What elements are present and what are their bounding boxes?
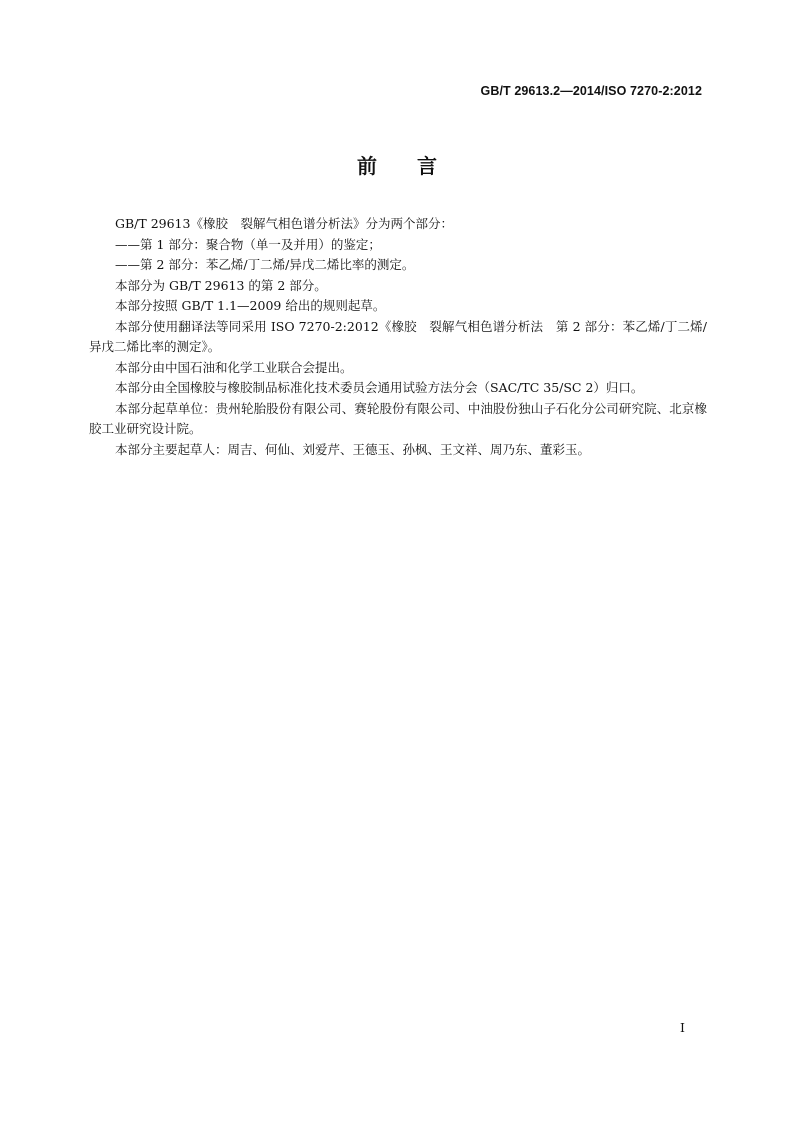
preface-paragraph: 本部分起草单位：贵州轮胎股份有限公司、赛轮股份有限公司、中油股份独山子石化分公司研究院、北京橡胶工业研究设计院。 bbox=[89, 400, 707, 436]
preface-body bbox=[89, 214, 707, 460]
preface-list-item: ——第 2 部分：苯乙烯/丁二烯/异戊二烯比率的测定。 bbox=[115, 257, 415, 272]
preface-paragraph: 本部分由全国橡胶与橡胶制品标准化技术委员会通用试验方法分会（SAC/TC 35/SC 2）归口。 bbox=[115, 380, 644, 395]
page-number: I bbox=[680, 1020, 685, 1035]
preface-paragraph: 本部分由中国石油和化学工业联合会提出。 bbox=[115, 359, 353, 375]
preface-paragraph: GB/T 29613《橡胶 裂解气相色谱分析法》分为两个部分： bbox=[115, 216, 453, 231]
preface-paragraph: 本部分主要起草人：周吉、何仙、刘爱芹、王德玉、孙枫、王文祥、周乃东、董彩玉。 bbox=[115, 441, 591, 457]
preface-paragraph: 本部分按照 GB/T 1.1—2009 给出的规则起草。 bbox=[115, 298, 386, 313]
standard-number: GB/T 29613.2—2014/ISO 7270-2:2012 bbox=[480, 84, 702, 98]
preface-list-item: ——第 1 部分：聚合物（单一及并用）的鉴定； bbox=[115, 236, 381, 252]
preface-paragraph: 本部分使用翻译法等同采用 ISO 7270-2:2012《橡胶 裂解气相色谱分析法 第 2 部分：苯乙烯/丁二烯/异戊二烯比率的测定》。 bbox=[89, 318, 707, 354]
preface-paragraph: 本部分为 GB/T 29613 的第 2 部分。 bbox=[115, 277, 327, 293]
page-title: 前言 bbox=[357, 154, 477, 178]
